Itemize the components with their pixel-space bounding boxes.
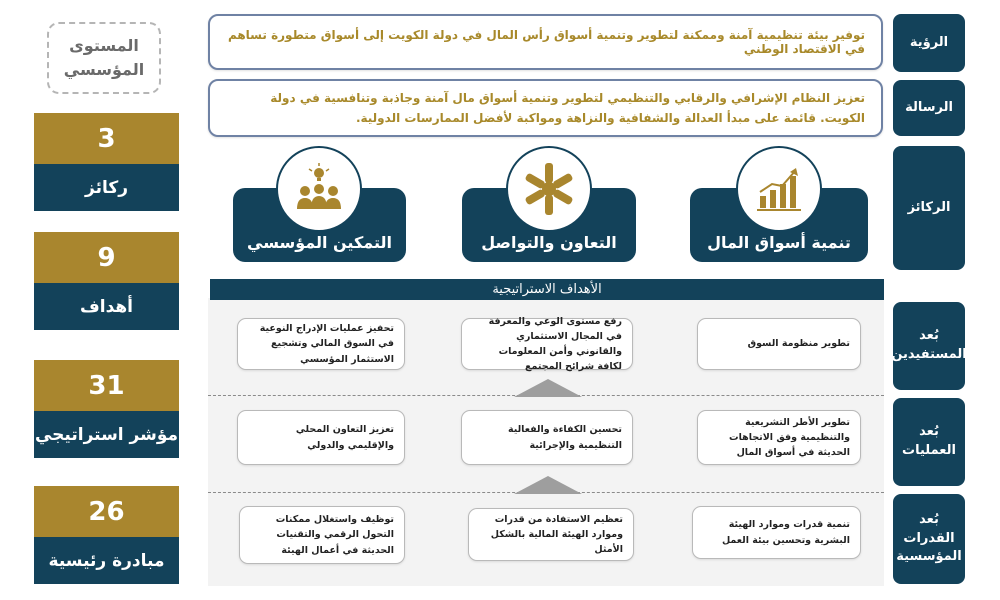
level-badge: المستوى المؤسسي: [47, 22, 161, 94]
pillar-capital-markets: تنمية أسواق المال: [690, 188, 868, 262]
stat-indicators-label: مؤشر استراتيجي: [34, 411, 179, 458]
growth-chart-icon: [736, 146, 822, 232]
stat-pillars-label: ركائز: [34, 164, 179, 211]
stat-goals-label: أهداف: [34, 283, 179, 330]
goal-card: تنمية قدرات وموارد الهيئة البشرية وتحسين بيئة العمل: [692, 506, 861, 559]
up-arrow-icon: [514, 476, 582, 494]
goal-card: تعظيم الاستفادة من قدرات وموارد الهيئة المالية بالشكل الأمثل: [468, 508, 634, 561]
stat-indicators-count: 31: [34, 360, 179, 411]
label-pillars: الركائز: [893, 146, 965, 270]
goal-card: توظيف واستغلال ممكنات التحول الرقمي والتقنيات الحديثة في أعمال الهيئة: [239, 506, 405, 564]
label-dimension-beneficiaries: بُعد المستفيدين: [893, 302, 965, 390]
pillar-institutional: التمكين المؤسسي: [233, 188, 406, 262]
label-dimension-capabilities: بُعد القدرات المؤسسية: [893, 494, 965, 584]
stat-initiatives-count: 26: [34, 486, 179, 537]
stat-goals-count: 9: [34, 232, 179, 283]
cooperation-hands-icon: [506, 146, 592, 232]
mission-box: [208, 79, 883, 137]
stat-pillars-count: 3: [34, 113, 179, 164]
stat-initiatives-label: مبادرة رئيسية: [34, 537, 179, 584]
goal-card: تعزيز التعاون المحلي والإقليمي والدولي: [237, 410, 405, 465]
goal-card: تطوير الأطر التشريعية والتنظيمية وفق الاتجاهات الحديثة في أسواق المال: [697, 410, 861, 465]
goal-card: رفع مستوى الوعي والمعرفة في المجال الاستثماري والقانوني وأمن المعلومات لكافة شرائح المجتمع: [461, 318, 633, 370]
label-vision: الرؤية: [893, 14, 965, 72]
goal-card: تطوير منظومة السوق: [697, 318, 861, 370]
vision-box: [208, 14, 883, 70]
team-idea-icon: [276, 146, 362, 232]
goals-title: الأهداف الاستراتيجية: [210, 279, 884, 300]
label-dimension-operations: بُعد العمليات: [893, 398, 965, 486]
up-arrow-icon: [514, 379, 582, 397]
goal-card: تحفيز عمليات الإدراج النوعية في السوق المالي وتشجيع الاستثمار المؤسسي: [237, 318, 405, 370]
vision-text: توفير بيئة تنظيمية آمنة وممكنة لتطوير وتنمية أسواق رأس المال في دولة الكويت إلى أسواق متطورة تساهم في الاقتصاد الوطني: [227, 28, 865, 56]
pillar-cooperation: التعاون والتواصل: [462, 188, 636, 262]
label-mission: الرسالة: [893, 80, 965, 136]
goal-card: تحسين الكفاءة والفعالية التنظيمية والإجرائية: [461, 410, 633, 465]
mission-text: تعزيز النظام الإشرافي والرقابي والتنظيمي لتطوير وتنمية أسواق مال آمنة وجاذبة وتنافسية في دولة الكويت. قائمة على مبدأ العدالة والشفافية والنزاهة ومواكبة لأفضل الممارسات الدولية.: [270, 90, 865, 125]
